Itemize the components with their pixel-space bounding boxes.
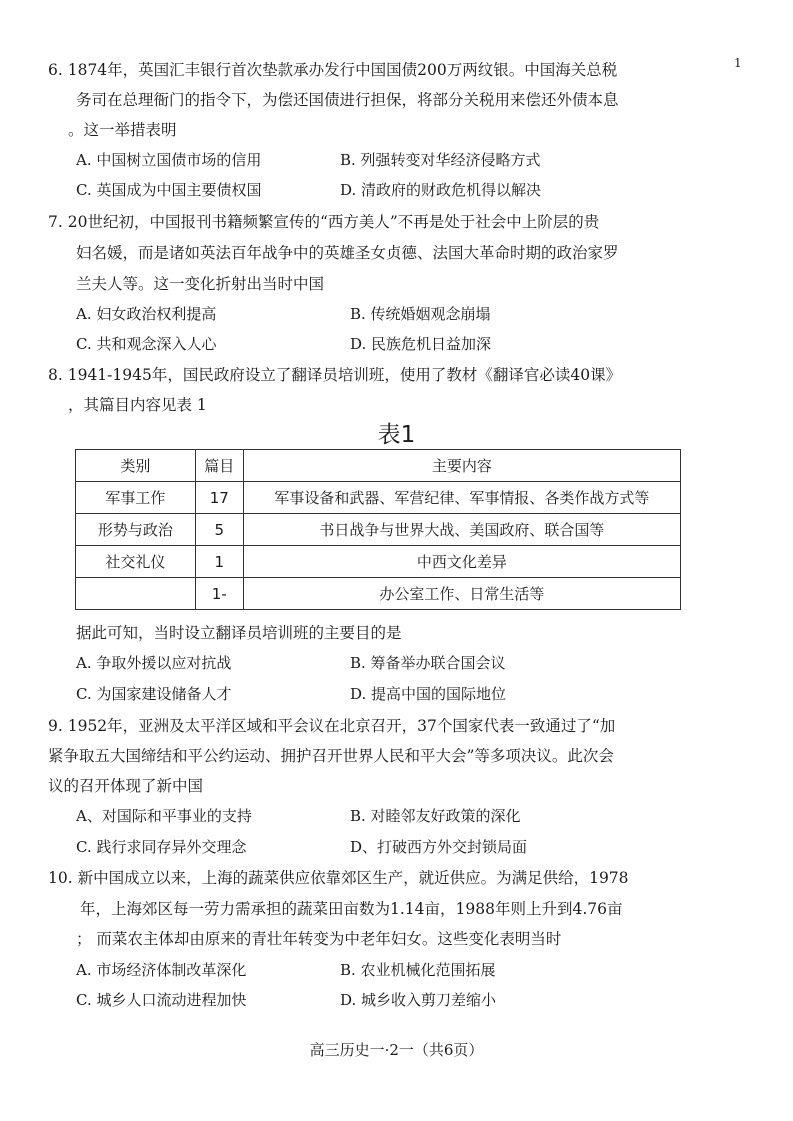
q6-option-c: C. 英国成为中国主要债权国 (76, 181, 262, 199)
cell-category (76, 578, 196, 610)
cell-chapters: 1 (195, 546, 243, 578)
q9-line-3: 议的召开体现了新中国 (48, 777, 204, 795)
q7-line-3: 兰夫人等。这一变化折射出当时中国 (76, 275, 325, 293)
page-footer: 高三历史一·2一（共6页） (309, 1041, 484, 1059)
corner-mark: 1 (734, 56, 742, 70)
q8-option-a: A. 争取外援以应对抗战 (76, 654, 232, 672)
q8-option-c: C. 为国家建设储备人才 (76, 685, 232, 703)
q8-line-1: 8. 1941-1945年，国民政府设立了翻译员培训班，使用了教材《翻译官必读40课》 (48, 366, 622, 384)
q8-option-b: B. 筹备举办联合国会议 (350, 654, 506, 672)
q9-line-1: 9. 1952年，亚洲及太平洋区域和平会议在北京召开，37个国家代表一致通过了“加 (48, 717, 616, 735)
table-header-row (76, 450, 681, 482)
q7-line-1: 7. 20世纪初，中国报刊书籍频繁宣传的“西方美人”不再是处于社会中上阶层的贵 (48, 213, 600, 231)
table-1 (75, 449, 681, 610)
cell-chapters: 1- (195, 578, 243, 610)
q8-option-d: D. 提高中国的国际地位 (350, 685, 507, 703)
q7-option-c: C. 共和观念深入人心 (76, 335, 217, 353)
cell-chapters: 17 (195, 482, 243, 514)
q10-option-c: C. 城乡人口流动进程加快 (76, 991, 247, 1009)
q6-option-b: B. 列强转变对华经济侵略方式 (340, 151, 541, 169)
q10-option-b: B. 农业机械化范围拓展 (340, 961, 496, 979)
q7-option-d: D. 民族危机日益加深 (350, 335, 492, 353)
q7-option-a: A. 妇女政治权利提高 (76, 305, 217, 323)
q8-line-3: 据此可知，当时设立翻译员培训班的主要目的是 (76, 624, 402, 642)
cell-content: 办公室工作、日常生活等 (243, 578, 680, 610)
q9-line-2: 紧争取五大国缔结和平公约运动、拥护召开世界人民和平大会”等多项决议。此次会 (48, 747, 614, 765)
q10-line-2: 年，上海郊区每一劳力需承担的蔬菜田亩数为1.14亩，1988年则上升到4.76亩 (80, 900, 623, 918)
cell-content: 军事设备和武器、军营纪律、军事情报、各类作战方式等 (243, 482, 680, 514)
q6-line-2: 务司在总理衙门的指令下，为偿还国债进行担保，将部分关税用来偿还外债本息 (76, 91, 619, 109)
q7-line-2: 妇名媛，而是诸如英法百年战争中的英雄圣女贞德、法国大革命时期的政治家罗 (76, 244, 619, 262)
table-row (76, 482, 681, 514)
q6-option-d: D. 清政府的财政危机得以解决 (340, 181, 542, 199)
q7-option-b: B. 传统婚姻观念崩塌 (350, 305, 491, 323)
table-title: 表1 (377, 422, 416, 448)
table-row (76, 514, 681, 546)
q8-line-2: ，其篇目内容见表 1 (68, 396, 207, 414)
table-row (76, 546, 681, 578)
q9-option-b: B. 对睦邻友好政策的深化 (350, 807, 521, 825)
header-chapters: 篇目 (195, 450, 243, 482)
cell-category: 形势与政治 (76, 514, 196, 546)
header-category: 类别 (76, 450, 196, 482)
cell-category: 军事工作 (76, 482, 196, 514)
q9-option-d: D、打破西方外交封锁局面 (350, 838, 528, 856)
cell-content: 书日战争与世界大战、美国政府、联合国等 (243, 514, 680, 546)
q6-option-a: A. 中国树立国债市场的信用 (76, 151, 262, 169)
q9-option-c: C. 践行求同存异外交理念 (76, 838, 247, 856)
table-row (76, 578, 681, 610)
q9-option-a: A、对国际和平事业的支持 (76, 807, 252, 825)
cell-content: 中西文化差异 (243, 546, 680, 578)
cell-chapters: 5 (195, 514, 243, 546)
q10-option-d: D. 城乡收入剪刀差缩小 (340, 991, 497, 1009)
q6-line-1: 6. 1874年，英国汇丰银行首次垫款承办发行中国国债200万两纹银。中国海关总税 (48, 61, 618, 79)
header-content: 主要内容 (243, 450, 680, 482)
q10-line-3: ； 而菜农主体却由原来的青壮年转变为中老年妇女。这些变化表明当时 (76, 930, 562, 948)
q6-line-3: 。这一举措表明 (68, 121, 177, 139)
q10-option-a: A. 市场经济体制改革深化 (76, 961, 247, 979)
cell-category: 社交礼仪 (76, 546, 196, 578)
q10-line-1: 10. 新中国成立以来，上海的蔬菜供应依靠郊区生产，就近供应。为满足供给，1978 (48, 869, 629, 887)
